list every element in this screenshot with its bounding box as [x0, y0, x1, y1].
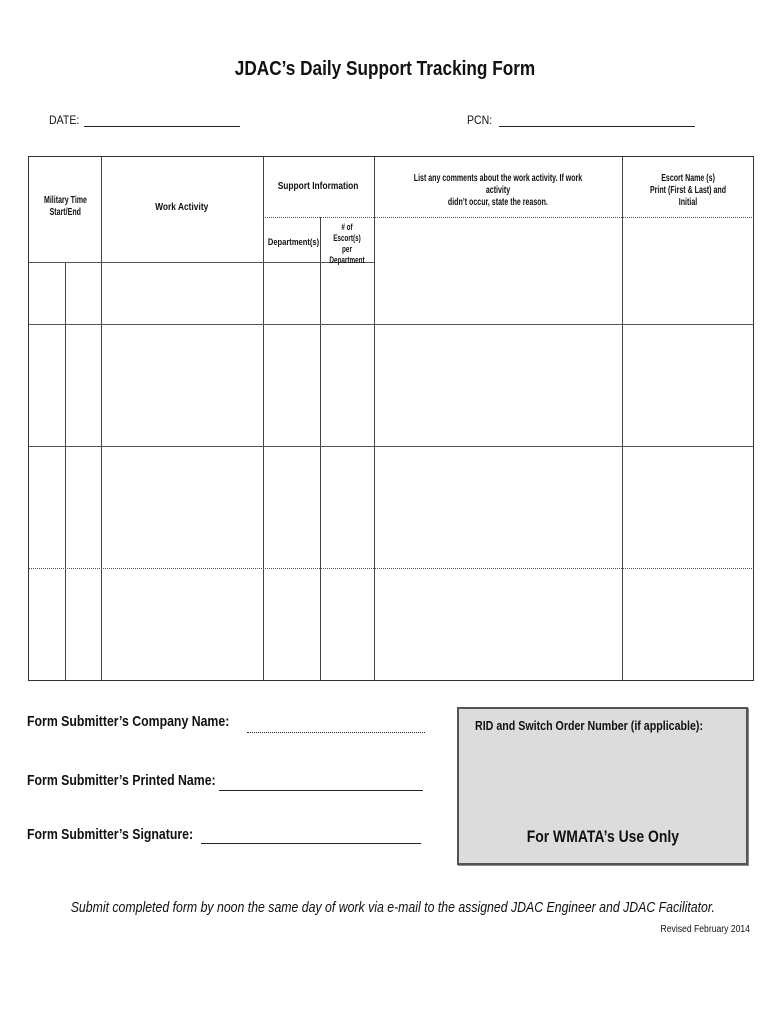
signature-field[interactable] [201, 843, 421, 844]
date-label [49, 113, 83, 127]
printed-name-field[interactable] [219, 790, 423, 791]
table-row[interactable] [29, 569, 754, 680]
printed-name-label: Form Submitter’s Printed Name: [27, 772, 216, 789]
revision-date: Revised February 2014 [660, 924, 750, 935]
table-row[interactable] [29, 263, 754, 324]
signature-label: Form Submitter’s Signature: [27, 826, 194, 843]
table-divider [263, 217, 374, 218]
pcn-label [467, 113, 496, 127]
header-escorts-per-department: # of Escort(s) per Department [329, 222, 365, 265]
table-row[interactable] [29, 447, 754, 568]
header-military-time: Military Time Start/End [43, 195, 87, 218]
wmata-use-box[interactable] [457, 707, 748, 865]
submit-instructions: Submit completed form by noon the same day of work via e-mail to the assigned JDAC Engineer and JDAC Facilitator. [70, 899, 715, 916]
company-name-field[interactable] [247, 732, 425, 733]
rid-switch-order-label: RID and Switch Order Number (if applicable): [475, 718, 704, 733]
header-departments: Department(s) [267, 237, 320, 247]
tracking-table [28, 156, 754, 681]
date-field[interactable] [84, 126, 240, 127]
header-comments: List any comments about the work activity. If work activity didn’t occur, state the reason. [413, 173, 583, 208]
form-title: JDAC’s Daily Support Tracking Form [234, 58, 536, 80]
header-escort-name: Escort Name (s) Print (First & Last) and Initial [649, 173, 727, 208]
company-name-label: Form Submitter’s Company Name: [27, 713, 230, 730]
header-support-information: Support Information [278, 181, 359, 192]
wmata-use-only-label: For WMATA’s Use Only [526, 827, 679, 846]
date-label-text: DATE: [49, 113, 80, 127]
table-row[interactable] [29, 325, 754, 446]
table-divider [374, 217, 754, 218]
pcn-field[interactable] [499, 126, 695, 127]
header-work-activity: Work Activity [155, 202, 209, 213]
pcn-label-text: PCN: [467, 113, 493, 127]
